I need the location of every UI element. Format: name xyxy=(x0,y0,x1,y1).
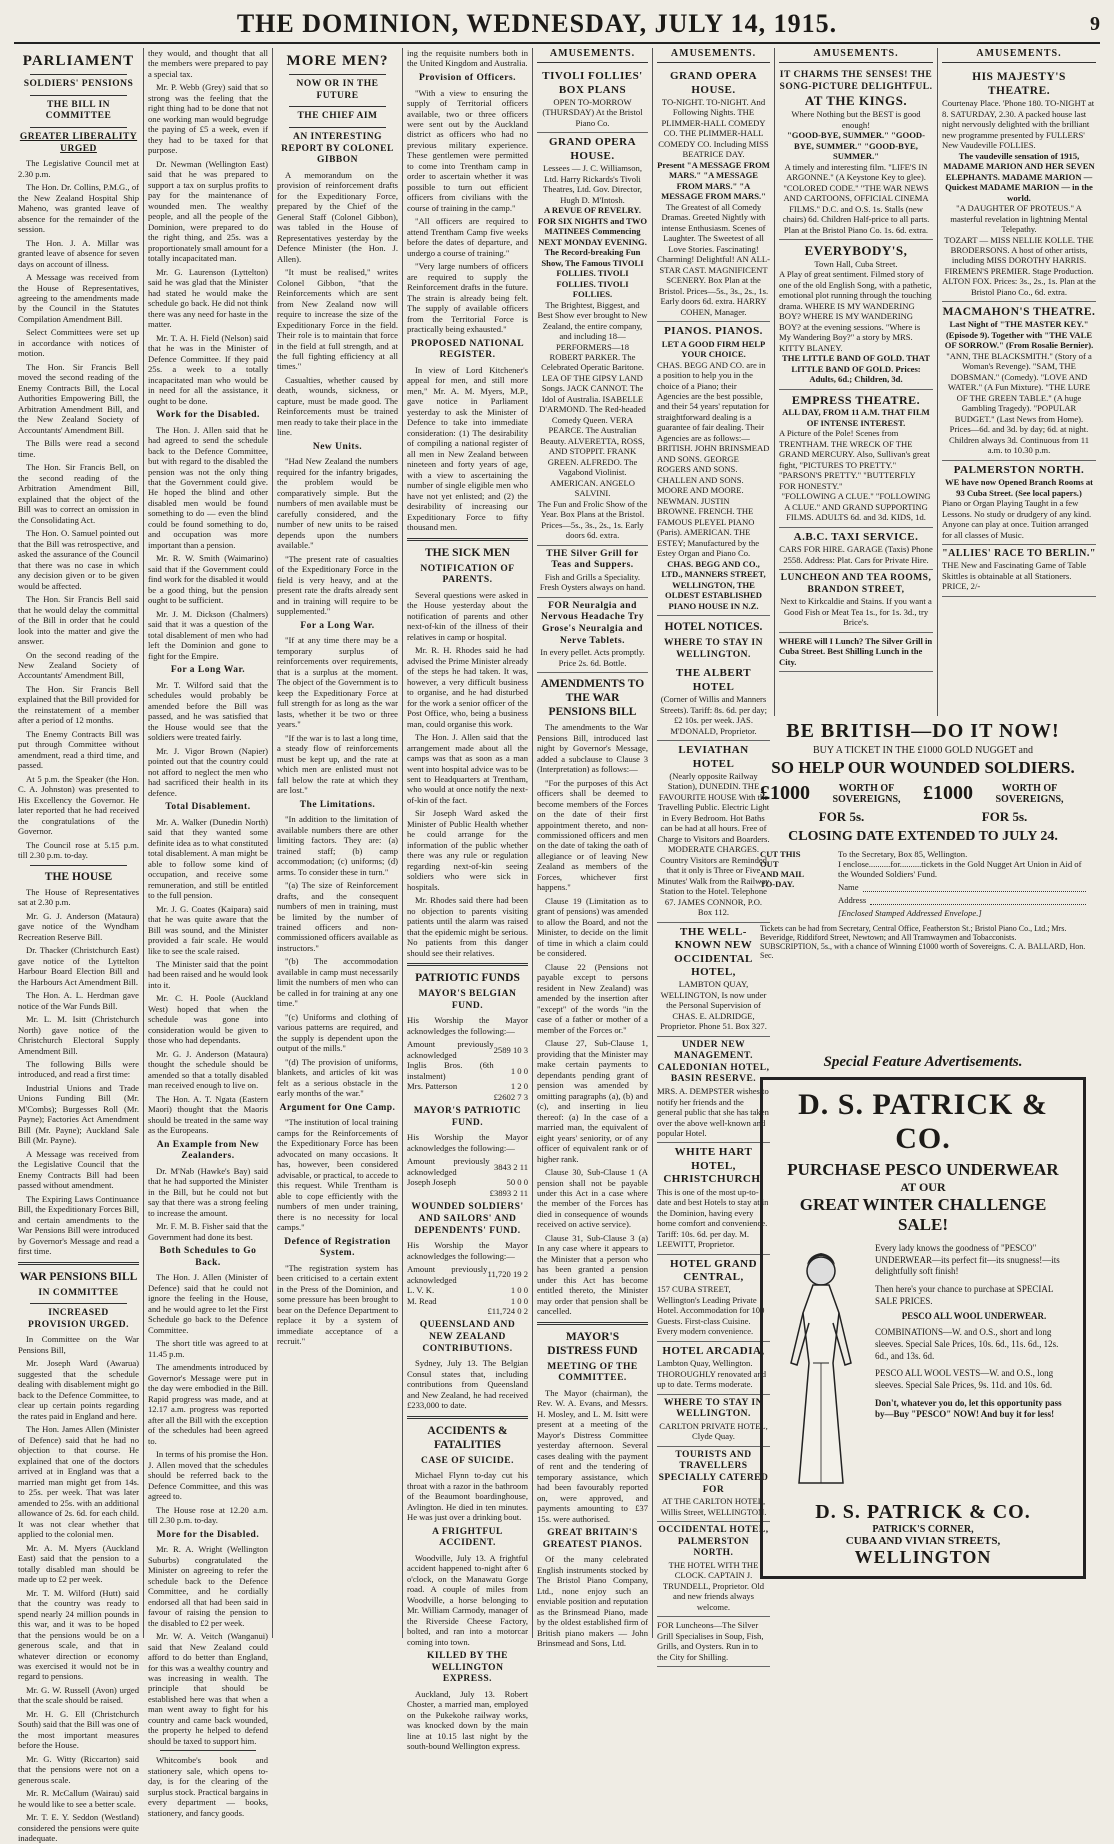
article-paragraph: The short title was agreed to at 11.45 p.m. xyxy=(148,1338,268,1359)
article-paragraph: A Message was received from the House of Representatives, agreeing to the amendments made by the Council in the Statutes Compilation Amendment Bill. xyxy=(18,272,139,324)
article-paragraph: Select Committees were set up in accordance with notices of motion. xyxy=(18,327,139,359)
article-paragraph: "(d) The provision of uniforms, blankets, and articles of kit was felt as a serious obstacle in the early months of the war." xyxy=(277,1056,398,1099)
article-paragraph: Mr. T. E. Y. Seddon (Westland) considered the pensions were quite inadequate. xyxy=(18,1812,139,1844)
sick-men-heading: THE SICK MEN xyxy=(425,546,510,559)
fund-heading: QUEENSLAND AND NEW ZEALAND CONTRIBUTIONS. xyxy=(419,1320,516,1354)
advertisement: PALMERSTON NORTH. WE have now Opened Branch Rooms at 93 Cuba Street. (See local papers.) Piano or Organ Playing Taught in a few Lessons. No study or drudgery of any kind. Anyone can play at once. Tuition arranged for all classes of Music. xyxy=(942,461,1096,545)
fund-heading: MAYOR'S PATRIOTIC FUND. xyxy=(413,1106,522,1128)
article-paragraph: The amendments introduced by Governor's Message were put in the day were embodied in the Bill. Rapid progress was made, and at 12.17 a.m. progress was reported after all the Bill with the exception of the schedules had been agreed to. xyxy=(148,1362,268,1446)
special-feature-heading: Special Feature Advertisements. xyxy=(823,1054,1023,1070)
article-paragraph: Mr. J. G. Coates (Kaipara) said that he was quite aware that the Bill was sound, and the Minister provided a fair scale. He would like to see the scale raised. xyxy=(148,903,268,956)
article-paragraph: Mr. G. Witty (Riccarton) said that the pensions were not on a generous scale. xyxy=(18,1753,139,1785)
table-row: Amount previously acknowledged 2589 10 3 xyxy=(407,1039,528,1060)
article-paragraph: Woodville, July 13. A frightful accident happened to-night after 6 o'clock, on the Manawatu Gorge road. A couple of miles from Woodville, a horse belonging to Mr. William Carmody, manager of the Riverside Cheese Factory, bolted, and ran into a motorcar coming into town. xyxy=(407,1552,528,1647)
form-enclosure-line[interactable]: I enclose..........for..........tickets in the Gold Nugget Art Union in Aid of the Wounded Soldiers' Fund. xyxy=(838,859,1082,879)
advertisement: HIS MAJESTY'S THEATRE. Courtenay Place. 'Phone 180. TO-NIGHT at 8. SATURDAY, 2.30. A packed house last night nervously delighted with the brilliant new programme presented by FULLERS' New Vaudeville FOLLIES. The vaudeville sensation of 1915, MADAME MARION AND HER SEVEN ELEPHANTS. MADAME MARION — Quickest MADAME MARION — in the world. "A DAUGHTER OF PROTEUS." A masterful revelation in lightning Mental Telepathy. TOZART — MISS NELLIE KOLLE. THE BRODERSONS. A host of other artists, including MISS DOROTHY HARRIS. FIREMEN'S PREMIER. Stage Production. ALTON FOX. Prices: 3s., 2s., 1s. Plan at the Bristol Piano Co., 6d. extra. xyxy=(942,67,1096,302)
article-paragraph: "(a) The size of Reinforcement drafts, and the consequent numbers of men in training, must be limited by the number of trained officers and non-commissioned officers available as instructors." xyxy=(277,880,398,953)
article-paragraph: The Hon. A. T. Ngata (Eastern Maori) thought that the Maoris should be treated in the same way as the Europeans. xyxy=(148,1093,268,1136)
name-field[interactable] xyxy=(863,882,1086,892)
gold-nugget-advertisement xyxy=(760,716,1086,960)
coupon-form: CUT THIS OUT AND MAIL TO-DAY. To the Secretary, Box 85, Wellington. I enclose..........for..........tickets in the Gold Nugget Art Union in Aid of the Wounded Soldiers' Fund. Name Address [Enclosed Stamped Addressed Envelope.] xyxy=(760,849,1086,918)
subhead: Both Schedules to Go Back. xyxy=(159,1246,257,1268)
sovereigns-line: £1000 WORTH OF SOVEREIGNS, £1000 WORTH OF SOVEREIGNS, xyxy=(760,782,1064,805)
article-paragraph: "The present rate of casualties of the Expeditionary Force in the field is very heavy, and at the present rate the drafts already sent and in training will require to be supplemented." xyxy=(277,553,398,617)
article-paragraph: Clause 27, Sub-Clause 1, providing that the Minister may make certain payments to dependants pending grant of pension was amended by omitting paragraphs (a), (b) and (c), and inserting in lieu thereof: (a) In the case of a married man, the equivalent of eight years' seniority, or of any officer of equivalent rank or of higher rank. xyxy=(537,1038,648,1164)
column-7 xyxy=(774,48,937,716)
article-paragraph: Mr. G. W. Russell (Avon) urged that the scale should be raised. xyxy=(18,1684,139,1706)
article-paragraph: Mr. H. G. Ell (Christchurch South) said that the Bill was one of the most important measures before the House. xyxy=(18,1708,140,1751)
subhead: New Units. xyxy=(312,441,363,452)
subhead: Defence of Registration System. xyxy=(284,1236,391,1259)
article-paragraph: Mr. T. A. H. Field (Nelson) said that he was in the Minister of Defence Committee. If they paid 25s. a week to a totally incapacitated man who would be in need for all the assistance, it ought to be done. xyxy=(148,332,268,406)
fund-intro: His Worship the Mayor acknowledges the following:— xyxy=(407,1015,528,1036)
article-paragraph: Mr. J. M. Dickson (Chalmers) said that it was a question of the total disablement of men who had left the Dominion and gone to fight for the Empire. xyxy=(148,608,268,661)
tickets-info: Tickets can be had from Secretary, Central Office, Featherston St.; Bristol Piano Co., Ltd.; Mrs. Beveridge, Riddiford Street, Newtown; and All Tramwaymen and Tobacconists. xyxy=(760,924,1067,942)
article-paragraph: Clause 30, Sub-Clause 1 (A pension shall not be payable under this Act in a case where the member of the Forces has died in consequence of wounds received on active service). xyxy=(537,1167,648,1230)
article-paragraph: In view of Lord Kitchener's appeal for men, and still more men," Mr. A. M. Myers, M.P., gave notice in Parliament yesterday to ask the Minister of Defence to take into immediate consideration: (1) The desirability of compiling a national register of all men in New Zealand between nineteen and forty years of age, with a view to ascertaining the number of single eligible men who have not yet enlisted; and (2) the desirability of increasing our Expeditionary Force to fifty thousand men. xyxy=(407,364,528,533)
article-paragraph: Whitcombe's book and stationery sale, which opens to-day, is for the clearing of the surplus stock. Practical bargains in every department — books, stationery, and fancy goods. xyxy=(148,1755,268,1818)
article-paragraph: Mr. Rhodes said there had been no objection to parents visiting patients until the alarm was raised that the epidemic might be serious. No patients from this danger should see their relatives. xyxy=(407,895,528,958)
patriotic-fund-table xyxy=(407,1156,528,1198)
article-paragraph: The Hon. J. Allen (Minister of Defence) said that he could not ignore the feeling in the House, and he would agree to let the First Schedule go back to the Defence Committee. xyxy=(148,1272,268,1335)
article-paragraph: Mr. J. Vigor Brown (Napier) pointed out that the country could not afford to neglect the men who had sacrificed their health in its defence. xyxy=(148,745,268,798)
hotel-ad: WHITE HART HOTEL, CHRISTCHURCH. This is one of the most up-to-date and best Hotels to stay at in the Dominion, having every home comfort and convenience. Tariff: 10s. 6d. per day. M. LEEWITT, Proprietor. xyxy=(657,1143,770,1254)
table-row: £11,724 0 2 xyxy=(487,1305,528,1316)
article-paragraph: ing the requisite numbers both in the United Kingdom and Australia. xyxy=(407,48,528,69)
advertiser-city: WELLINGTON xyxy=(854,1547,992,1567)
wounded-fund-table xyxy=(407,1264,528,1316)
article-paragraph: Mr. W. A. Veitch (Wanganui) said that New Zealand could afford to do better than England, for this was a wealthy country and was increasing in wealth. The principle that should be established here was that when a man went away to fight for his country and came back wounded, the property he helped to defend should be taxed to support him. xyxy=(148,1631,268,1746)
advertisement: EVERYBODY'S, Town Hall, Cuba Street. A Play of great sentiment. Filmed story of one of the old English Song, with a pathetic, emotional plot running through the touching drama. WHERE IS MY WANDERING BOY? WHERE IS MY WANDERING BOY? at the evening sessions. "Where is My Wandering Boy?" a story by MRS. KITTY BLANEY. THE LITTLE BAND OF GOLD. THAT LITTLE BAND OF GOLD. Prices: Adults, 6d.; Children, 3d. xyxy=(779,240,933,390)
article-paragraph: "(c) Uniforms and clothing of various patterns are required, and the supply is dependent upon the output of the mills." xyxy=(277,1011,398,1054)
address-field[interactable] xyxy=(870,895,1086,905)
special-feature-section xyxy=(760,1054,1086,1579)
fund-heading: MAYOR'S BELGIAN FUND. xyxy=(418,989,517,1011)
article-paragraph: The Hon. Sir Francis Bell said that he would delay the committal of the Bill in order that he could look into the matter and give the answer. xyxy=(18,594,139,647)
hotel-ad: WHERE TO STAY IN WELLINGTON. CARLTON PRIVATE HOTEL, Clyde Quay. xyxy=(657,1395,770,1447)
table-row: Joseph Joseph 50 0 0 xyxy=(407,1177,528,1188)
article-paragraph: The Hon. J. Allen said that the arrangement made about all the camps was that as soon as a man went into hospital advice was to be sent to Headquarters at Trentham, who would at once notify the next-of-kin of the fact. xyxy=(407,732,528,805)
hotel-ad: LEVIATHAN HOTEL (Nearly opposite Railway Station), DUNEDIN. THE FAVOURITE HOUSE With the Travelling Public. Electric Light in Every Bedroom. Hot Baths can be had at all hours. Free of Charge to Visitors and Boarders. MODERATE CHARGES. Country Visitors are Reminded that it only is Three or Five Minutes' Walk from the Railway Station to the Hotel. Telephone 67. JAMES CONNOR, P.O. Box 112. xyxy=(657,741,770,923)
masthead xyxy=(14,6,1100,44)
column-3 xyxy=(272,48,402,1638)
ad-body-text: Then here's your chance to purchase at SPECIAL SALE PRICES. xyxy=(875,1284,1053,1306)
subhead: PROPOSED NATIONAL REGISTER. xyxy=(410,338,525,361)
article-paragraph: Dr. Newman (Wellington East) said that he was prepared to support a tax on surplus profits to pay for the maintenance of wounded men. The wealthy people, and all the people of the Dominion, were prepared to do the right thing, and 25s. was a proportionately small amount for a totally incapacitated man. xyxy=(148,158,268,264)
article-paragraph: The Hon. Dr. Collins, P.M.G., of the New Zealand Hospital Ship Maheno, was granted leave of absence for the remainder of the session. xyxy=(18,182,139,235)
article-paragraph: Sir Joseph Ward asked the Minister of Public Health whether he could arrange for the information of the public whether there was any rule or regulation regarding next-of-kin seeing soldiers who were sick in hospitals. xyxy=(407,808,528,892)
subhead: The Limitations. xyxy=(299,799,376,810)
ad-tagline: AT OUR xyxy=(900,1180,946,1194)
article-paragraph: A memorandum on the provision of reinforcement drafts for the Expeditionary Force, prepared by the Chief of the General Staff (Colonel Gibbon), was tabled in the House of Representatives yesterday by the Defence Minister (the Hon. J. Allen). xyxy=(277,169,398,264)
article-paragraph: In Committee on the War Pensions Bill, xyxy=(18,1334,139,1355)
buy-ticket-line: BUY A TICKET IN THE £1000 GOLD NUGGET and xyxy=(813,745,1033,756)
column-4 xyxy=(402,48,532,1752)
fund-intro: His Worship the Mayor acknowledges the following:— xyxy=(407,1240,528,1261)
advertisement: GRAND OPERA HOUSE. Lessees — J. C. Williamson, Ltd. Harry Rickards's Tivoli Theatres, Ltd. Gov. Director, Hugh D. M'Intosh. A REVUE OF REVELRY. FOR SIX NIGHTS and TWO MATINEES Commencing NEXT MONDAY EVENING. The Record-breaking Fun Show, The Famous TIVOLI FOLLIES. TIVOLI FOLLIES. TIVOLI FOLLIES. The Brightest, Biggest, and Best Show ever brought to New Zealand, the entire company, and including 18—PERFORMERS—18 ROBERT PARKER. The Celebrated Operatic Baritone. LEA OF THE GIPSY LAND Songs. JACK CANNOT. The Idol of Australia. ISABELLE D'ARMOND. The Red-headed Comedy Queen. VERA PEARCE. The Australian Beauty. ALVERETTA, ROSS, AND STOPPIT. FRANK GREEN. ALFREDO. The Vagabond Violinist. AMERICAN. ANGELO SALVINI. The Fun and Frolic Show of the Year. Box Plans at the Bristol. Prices—5s., 3s., 2s., 1s. Early doors 6d. extra. xyxy=(537,133,648,545)
article-paragraph: Mr. R. H. Rhodes said he had advised the Prime Minister already of the steps he had taken. It was, however, a very difficult business to organise, and he had disturbed for the work a senior officer of the Post Office, who, being a business man, could organise this work. xyxy=(407,645,528,729)
article-paragraph: Mr. P. Webb (Grey) said that so strong was the feeling that the right thing had to be done that not one working man would begrudge the paying of £5 a week, even if they had to be taxed for that purpose. xyxy=(148,82,268,156)
advertiser-name: D. S. PATRICK & CO. xyxy=(798,1088,1048,1155)
table-row: M. Read 1 0 0 xyxy=(407,1295,528,1306)
lady-illustration-icon xyxy=(773,1243,869,1493)
advertisement: TIVOLI FOLLIES' BOX PLANS OPEN TO-MORROW (THURSDAY) At the Bristol Piano Co. xyxy=(537,67,648,133)
advertiser-address: PATRICK'S CORNER, xyxy=(872,1524,974,1535)
colonel-gibbon-subhead: AN INTERESTING REPORT BY COLONEL GIBBON xyxy=(281,132,394,166)
article-paragraph: The Hon. J. Allen said that he had agreed to send the schedule back to the Defence Committee, but with regard to the disabled the pension was not the only thing that the Government could give. He hoped the blind and other disabled men would be found something to do — even the blind could be found something to do, and occupation was more important than a pension. xyxy=(148,424,268,550)
article-paragraph: Mr. T. Wilford said that the schedules would probably be amended before the Bill was passed, and he was satisfied that the House would see that the soldiers were treated fairly. xyxy=(148,679,268,743)
advertisement: EMPRESS THEATRE. ALL DAY, FROM 11 A.M. THAT FILM OF INTENSE INTEREST. A Picture of the Pole! Scenes from TRENTHAM. THE WRECK OF THE GRAND MERCURY. Also, Sullivan's great fight, "PICTURES TO PRETTY." "PARSON'S PRETTY." "BUTTERFLY FOR HONESTY." "FOLLOWING A CLUE." "FOLLOWING A CLUE." AND GRAND SUPPORTING FILMS. ADULTS 6d. and 3d. KIDS, 1d. xyxy=(779,390,933,528)
parliament-heading: PARLIAMENT xyxy=(22,53,135,69)
hotel-notices-heading: HOTEL NOTICES. xyxy=(664,621,763,634)
cut-out-label: CUT THIS OUT AND MAIL TO-DAY. xyxy=(760,849,805,889)
article-paragraph: Mr. A. Walker (Dunedin North) said that they wanted some definite idea as to what constituted total disablement. A man might be able to follow some kind of occupation, and receive some remuneration, and still be entitled to the full pension. xyxy=(148,816,268,901)
article-paragraph: "In addition to the limitation of available numbers there are other limiting factors. They are: (a) trained staff; (b) camp accommodation; (c) uniforms; (d) arms. To consider these in turn." xyxy=(277,814,398,877)
increased-provision-subhead: INCREASED PROVISION URGED. xyxy=(28,1308,129,1330)
article-paragraph: Sydney, July 13. The Belgian Consul states that, including contributions from Queensland and New Zealand, he had received £233,000 to date. xyxy=(407,1358,528,1411)
article-paragraph: Mr. T. M. Wilford (Hutt) said that the country was ready to spend nearly 24 million pounds in this war, and it was to be hoped that the pensions would be on a generous scale, and that in whatever direction or economy was exercised it would not be in regard to pensions. xyxy=(18,1587,139,1682)
war-pensions-bill-heading: WAR PENSIONS BILL xyxy=(19,1270,138,1283)
article-paragraph: Mr. R. McCallum (Wairau) said he would like to see a better scale. xyxy=(18,1788,139,1809)
closing-date-line: CLOSING DATE EXTENDED TO JULY 24. xyxy=(788,829,1058,844)
page-number: 9 xyxy=(1090,12,1100,35)
hotel-ad: OCCIDENTAL HOTEL, PALMERSTON NORTH. THE HOTEL WITH THE CLOCK. CAPTAIN J. TRUNDELL, Proprietor. Old and new friends always welcome. xyxy=(657,1522,770,1617)
advertiser-name: D. S. PATRICK & CO. xyxy=(815,1501,1031,1523)
subhead: For a Long War. xyxy=(170,665,246,676)
column-8 xyxy=(937,48,1100,716)
accidents-heading: ACCIDENTS & FATALITIES xyxy=(427,1424,508,1451)
ad-body-text: Every lady knows the goodness of "PESCO" UNDERWEAR—its perfect fit—its snugness!—its delightfully soft finish! xyxy=(875,1243,1060,1277)
article-paragraph: The House rose at 12.20 a.m. till 2.30 p.m. to-day. xyxy=(148,1504,268,1526)
table-row: £3893 2 11 xyxy=(489,1187,528,1198)
subhead: KILLED BY THE WELLINGTON EXPRESS. xyxy=(427,1651,508,1685)
article-paragraph: Michael Flynn to-day cut his throat with a razor in the bathroom of the Beaumont boardinghouse, Avlington. He died in ten minutes. He was just over a drinking bout. xyxy=(407,1470,528,1523)
masthead-title: THE DOMINION, WEDNESDAY, JULY 14, 1915. xyxy=(236,9,838,38)
advertisement: GRAND OPERA HOUSE. TO-NIGHT. TO-NIGHT. And Following Nights. THE PLIMMER-HALL COMEDY CO. THE PLIMMER-HALL COMEDY CO. Including MISS BEATRICE DAY. Present "A MESSAGE FROM MARS." "A MESSAGE FROM MARS." "A MESSAGE FROM MARS." The Greatest of all Comedy Dramas. Greeted Nightly with intense Enthusiasm. Scenes of Laughter. The Sweetest of all Love Stories. Fascinating! Charming! Delightful! AN ALL-STAR CAST. MAGNIFICENT SCENERY. Box Plan at the Bristol. Prices—5s., 3s., 2s., 1s. Early doors 6d. extra. HARRY COHEN, Manager. xyxy=(657,67,770,322)
advertisement: WHERE will I Lunch? The Silver Grill in Cuba Street. Best Shilling Lunch in the City. xyxy=(779,633,933,672)
ds-patrick-advertisement xyxy=(760,1077,1086,1579)
article-paragraph: On the second reading of the New Zealand Society of Accountants' Amendment Bill, xyxy=(18,649,139,681)
greater-liberality-subhead: GREATER LIBERALITY URGED xyxy=(19,132,138,154)
help-soldiers-line: SO HELP OUR WOUNDED SOLDIERS. xyxy=(771,758,1075,777)
bill-committee-subhead: THE BILL IN COMMITTEE xyxy=(45,99,112,122)
subhead: WHERE TO STAY IN WELLINGTON. xyxy=(664,638,763,660)
article-paragraph: Clause 22 (Pensions not payable except to persons resident in New Zealand) was amended by the insertion after "except" of the words "in the case of a father or mother of a member of the Forces or." xyxy=(537,961,648,1035)
article-paragraph: Mr. F. M. B. Fisher said that the Government had done its best. xyxy=(148,1221,268,1242)
article-paragraph: "(b) The accommodation available in camp must necessarily limit the numbers of men who can be called in for training at any one time." xyxy=(277,956,398,1009)
advertisement: FOR Neuralgia and Nervous Headache Try Grose's Neuralgia and Nerve Tablets. In every pellet. Acts promptly. Price 2s. 6d. Bottle. xyxy=(537,598,648,673)
soldiers-pensions-subhead: SOLDIERS' PENSIONS xyxy=(23,79,134,90)
article-paragraph: At 5 p.m. the Speaker (the Hon. C. A. Johnston) was presented to His Excellency the Governor. He later reported that he had received the congratulations of the Governor. xyxy=(18,773,139,837)
hotel-ad: HOTEL GRAND CENTRAL, 157 CUBA STREET, Wellington's Leading Private Hotel. Accommodation for 100 Guests. First-class Cuisine. Every modern convenience. xyxy=(657,1255,770,1342)
article-paragraph: Mr. A. M. Myers (Auckland East) said that the pension to a totally disabled man should be made up to £2 per week. xyxy=(18,1542,139,1585)
hotel-ad: THE WELL-KNOWN NEW OCCIDENTAL HOTEL, LAMBTON QUAY, WELLINGTON, Is now under the Personal Supervision of CHAS. E. ALDRIDGE, Proprietor. Phone 51. Box 327. xyxy=(657,923,770,1037)
article-paragraph: "The institution of local training camps for the Reinforcements of the Expeditionary Force has been advocated on many occasions. It has, however, been considered advisable, or practical, to accede to this request. While Trentham is able to cope efficiently with the numbers of men under training, there is no necessity for local camps." xyxy=(277,1117,398,1233)
column-1 xyxy=(14,48,143,1844)
article-paragraph: Mr. G. Laurenson (Lyttelton) said he was glad that the Minister had stated he would make the schedule go back. He did not think there was any need for haste in the matter. xyxy=(148,266,268,330)
table-row: Mrs. Patterson 1 2 0 xyxy=(407,1081,528,1092)
distress-fund-heading: MAYOR'S DISTRESS FUND xyxy=(547,1330,638,1357)
advertisement: A.B.C. TAXI SERVICE. CARS FOR HIRE. GARAGE (Taxis) Phone 2558. Address: Plat. Cars for Private Hire. xyxy=(779,528,933,570)
hotel-ad: UNDER NEW MANAGEMENT. CALEDONIAN HOTEL, BASIN RESERVE. MRS. A. DEMPSTER wishes to notify her friends and the general public that she has taken over the above well-known and popular Hotel. xyxy=(657,1037,770,1144)
patriotic-funds-heading: PATRIOTIC FUNDS xyxy=(415,972,520,985)
article-paragraph: Auckland, July 13. Robert Choster, a married man, employed on the Pukekohe railway works, was knocked down by the main line at 10.15 last night by the south-bound Wellington express. xyxy=(407,1688,528,1752)
now-or-future-subhead: NOW OR IN THE FUTURE xyxy=(296,79,379,101)
subhead: For a Long War. xyxy=(300,620,375,631)
article-paragraph: The Hon. Sir Francis Bell, on the second reading of the Arbitration Amendment Bill, explained that the object of the Bill was to correct an omission in the Consolidating Act. xyxy=(18,462,139,525)
article-paragraph: The Hon. Sir Francis Bell moved the second reading of the Enemy Contracts Bill, the Local Authorities Empowering Bill, the Arbitration Amendment Bill, and the New Zealand Society of Accountants' Amendment Bill. xyxy=(18,361,139,435)
article-paragraph: A Message was received from the Legislative Council that the Enemy Contracts Bill had been passed without amendment. xyxy=(18,1148,139,1191)
article-paragraph: Mr. R. W. Smith (Waimarino) said that if the Government could find work for the disabled it would be a good thing, but the pension ought to be sufficient. xyxy=(148,553,268,606)
article-paragraph: The Mayor (chairman), the Rev. W. A. Evans, and Messrs. H. Mosley, and L. M. Isitt were present at a meeting of the Mayor's Distress Committee yesterday afternoon. Several cases dealing with the payment of rent and the tendering of temporary assistance, which had been favourably reported on, were approved, and payments amounting to £37 15s. were authorised. xyxy=(537,1387,648,1524)
advertisement: THE Silver Grill for Teas and Suppers. Fish and Grills a Speciality. Fresh Oysters always on hand. xyxy=(537,546,648,598)
amusements-header: AMUSEMENTS. xyxy=(942,48,1096,63)
article-paragraph: Mr. R. A. Wright (Wellington Suburbs) congratulated the Minister on agreeing to refer the schedule back to the Defence Committee, and he cordially endorsed all that had been said in favour of raising the pension to the disabled to £2 per week. xyxy=(148,1544,268,1628)
ad-tagline: GREAT WINTER CHALLENGE SALE! xyxy=(799,1195,1047,1234)
ad-body-text: Don't, whatever you do, let this opportunity pass by—Buy "PESCO" NOW! And buy it for less! xyxy=(875,1397,1062,1420)
subhead: Work for the Disabled. xyxy=(156,409,260,420)
subhead: GREAT BRITAIN'S GREATEST PIANOS. xyxy=(542,1528,643,1550)
article-paragraph: The amendments to the War Pensions Bill, introduced last night by Governor's Message, added a subclause to Clause 3 (Interpretation) as follows:— xyxy=(537,722,648,775)
article-paragraph: The Hon. O. Samuel pointed out that the Bill was retrospective, and asked the assurance of the Council that there was no case in which any decision given or to be given would be affected. xyxy=(18,528,139,591)
article-paragraph: "All officers are required to attend Trentham Camp five weeks before the dates of departure, and undergo a course of training." xyxy=(407,216,528,258)
article-paragraph: The Hon. James Allen (Minister of Defence) said that he had no objection to that course. He explained that one of the doctors arrived at in England was that a married man might get from 14s. to 25s. per week. That was later amended to 25s. with an additional allowance of 2s. 6d. for each child. It was not clear whether that applied to the colonial men. xyxy=(18,1424,139,1540)
article-paragraph: In terms of his promise the Hon. J. Allen moved that the schedules should be referred back to the Defence Committee, and this was agreed to. xyxy=(148,1449,268,1502)
article-paragraph: Mr. G. J. Anderson (Mataura) thought the schedule should be amended so that a totally disabled man received enough to live on. xyxy=(148,1048,268,1091)
article-paragraph: The House of Representatives sat at 2.30 p.m. xyxy=(18,886,139,908)
chief-aim-subhead: THE CHIEF AIM xyxy=(297,111,378,122)
article-paragraph: Industrial Unions and Trade Unions Funding Bill (Mr. M'Combs); Burgesses Roll (Mr. Payne); Factories Act Amendment Bill (Mr. Payne); Auckland Sale Bill (Mr. Payne). xyxy=(18,1082,139,1146)
subhead: More for the Disabled. xyxy=(156,1529,260,1540)
article-paragraph: Dr. M'Nab (Hawke's Bay) said that he had supported the Minister in the Bill, but he could not but say that there was a strong feeling to increase the amount. xyxy=(148,1165,268,1218)
hotel-ad: HOTEL ARCADIA, Lambton Quay, Wellington. THOROUGHLY renovated and up to date. Terms moderate. xyxy=(657,1342,770,1395)
subhead: Total Disablement. xyxy=(165,802,251,813)
article-paragraph: "If at any time there may be a temporary surplus of reinforcements over requirements, that is a surplus at the moment. The object of the Government is to keep the Expeditionary Force at full strength for as long as the war lasts, whether it be two or three years." xyxy=(277,635,398,730)
table-row: Inglis Bros. (6th instalment) 1 0 0 xyxy=(407,1060,528,1081)
article-paragraph: Dr. Thacker (Christchurch East) gave notice of the Lyttelton Harbour Board Election Bill and the Harbours Act Amendment Bill. xyxy=(18,945,139,987)
hotel-ad: TOURISTS AND TRAVELLERS SPECIALLY CATERED FOR AT THE CARLTON HOTEL, Willis Street, WELLINGTON. xyxy=(657,1447,770,1522)
advertisement: PIANOS. PIANOS. LET A GOOD FIRM HELP YOUR CHOICE. CHAS. BEGG AND CO. are in a position to help you in the choice of a Piano; their Agencies are the best possible, and their 54 years' reputation for straightforward dealing is a guarantee of fair dealing. Their Agencies are as follows:— BRITISH. JOHN BRINSMEAD AND SONS. GEORGE ROGERS AND SONS. CHALLEN AND SONS. MOORE AND MOORE. NEWMAN. JUSTIN BROWNE. FRENCH. THE FAMOUS PLEYEL PIANO (Paris). AMERICAN. THE ESTEY; Manufactured by the Estey Organ and Piano Co. CHAS. BEGG AND CO., LTD., MANNERS STREET, WELLINGTON, THE OLDEST ESTABLISHED PIANO HOUSE IN N.Z. xyxy=(657,322,770,616)
price-line: FOR 5s. FOR 5s. xyxy=(818,809,1028,824)
fund-heading: WOUNDED SOLDIERS' AND SAILORS' AND DEPENDENTS' FUND. xyxy=(411,1202,524,1236)
article-paragraph: The Hon. J. A. Millar was granted leave of absence for seven days on account of illness. xyxy=(18,237,139,269)
column-6 xyxy=(652,48,774,1662)
article-paragraph: The Hon. A. L. Herdman gave notice of the War Funds Bill. xyxy=(18,990,139,1011)
advertisement: LUNCHEON AND TEA ROOMS, BRANDON STREET, Next to Kirkcaldie and Stains. If you want a Good Fish or Meat Tea 1s., for 1s. 3d., try Brice's. xyxy=(779,570,933,633)
belgian-fund-table xyxy=(407,1039,528,1102)
column-2 xyxy=(143,48,272,1818)
article-paragraph: Several questions were asked in the House yesterday about the notification of parents and other next-of-kin of the illness of their relatives in camp or hospital. xyxy=(407,589,528,642)
article-paragraph: "Had New Zealand the numbers required for the infantry brigades, the problem would be comparatively simple. But the numbers of men available must be carefully considered, and the number of new units to be raised depends upon the numbers available." xyxy=(277,456,398,551)
subhead: An Example from New Zealanders. xyxy=(156,1139,260,1162)
advertisement: IT CHARMS THE SENSES! THE SONG-PICTURE DELIGHTFUL. AT THE KINGS. Where Nothing but the BEST is good enough! "GOOD-BYE, SUMMER." "GOOD-BYE, SUMMER." "GOOD-BYE, SUMMER." A timely and interesting film. "LIFE'S IN ARGONNE." (A Keystone Key to glee). "COLORED CODE." "THE WAR NEWS AND CARTOONS, OFFICIAL CINEMA FILMS." D.C. and O.S. 1s. Stalls (new chairs) 6d. Children Half-price to all parts. Plan at the Bristol Piano Co. 1s. 6d. extra. xyxy=(779,67,933,240)
amusements-header: AMUSEMENTS. xyxy=(779,48,933,63)
article-paragraph: "The registration system has been criticised to a certain extent in the Press of the Dominion, and some pressure has been brought to bear on the Defence Department to replace it by a system of immediate acceptance of a recruit." xyxy=(277,1262,398,1347)
table-row: Amount previously acknowledged 3843 2 11 xyxy=(407,1156,528,1177)
ad-body-text: COMBINATIONS—W. and O.S., short and long sleeves. Special Sale Prices, 10s. 6d., 11s. 6d., 12s. 6d., and 13s. 6d. xyxy=(875,1327,1059,1361)
subscription-info: SUBSCRIPTION, 5s., with a chance of Winning £1000 worth of Sovereigns. C. A. BALLARD, Hon. Sec. xyxy=(760,942,1086,960)
subhead: Argument for One Camp. xyxy=(279,1102,396,1113)
amusements-header: AMUSEMENTS. xyxy=(657,48,770,63)
subhead: A FRIGHTFUL ACCIDENT. xyxy=(432,1526,503,1549)
article-paragraph: The Minister said that the point had been raised and he would look into it. xyxy=(148,959,268,990)
article-paragraph: Casualties, whether caused by death, wounds, sickness, or capture, must be made good. The Reinforcements must be trained men ready to take their place in the line. xyxy=(277,374,398,438)
article-paragraph: Of the many celebrated English instruments stocked by The Bristol Piano Company, Ltd., none enjoy such an enviable position and reputation as the Brinsmead Piano, made by the oldest established firm of British piano makers — John Brinsmead and Sons, Ltd. xyxy=(537,1554,648,1649)
article-paragraph: Mr. G. J. Anderson (Mataura) gave notice of the Wyndham Recreation Reserve Bill. xyxy=(18,910,139,942)
article-paragraph: "For the purposes of this Act officers shall be deemed to become members of the Forces on the date of their first appointment thereto, and non-commissioned officers and men on the date of taking the oath of allegiance or of leaving New Zealand as members of the Forces, whichever first happens." xyxy=(537,777,648,893)
article-paragraph: The Hon. Sir Francis Bell explained that the Bill provided for the reinstatement of a member after a period of 12 months. xyxy=(18,683,139,726)
article-paragraph: "It must be realised," writes Colonel Gibbon, "that the Reinforcements which are sent from New Zealand now will require to increase the size of the Expeditionary Force in the field. Their role is to maintain that force in the field at full strength, and at the full fighting efficiency at all times." xyxy=(277,267,398,372)
article-paragraph: The following Bills were introduced, and read a first time: xyxy=(18,1058,139,1080)
article-paragraph: "With a view to ensuring the supply of Territorial officers available, two or three officers were sent out by the Auckland district as officers who had no previous military experience. These gentlemen were permitted to come into Trentham camp in order to ascertain whether it was possible to turn out efficient officers from civilians with the course of training in the camp." xyxy=(407,87,528,213)
table-row: £2602 7 3 xyxy=(493,1091,528,1102)
article-paragraph: The Enemy Contracts Bill was put through Committee without amendment, read a third time, and passed. xyxy=(18,728,139,771)
subhead: CASE OF SUICIDE. xyxy=(421,1455,514,1466)
advertisement: FOR Luncheons—The Silver Grill Specialises in Soup, Fish, Grills, and Oysters. Run in to the City for Shilling. xyxy=(657,1617,770,1667)
article-paragraph: Clause 31, Sub-Clause 3 (a) In any case where it appears to the Minister that a person who has been granted a pension under this Act has become entitled thereto, the Minister may order that pension shall be cancelled. xyxy=(537,1232,648,1317)
advertiser-address: CUBA AND VIVIAN STREETS, xyxy=(845,1535,1001,1547)
ad-body-text: PESCO ALL WOOL VESTS—W. and O.S., long sleeves. Special Sale Prices, 9s. 11d. and 10s. 6d. xyxy=(875,1368,1054,1390)
article-paragraph: The Bills were read a second time. xyxy=(18,438,139,459)
be-british-headline: BE BRITISH—DO IT NOW! xyxy=(786,720,1060,742)
article-paragraph: Mr. C. H. Poole (Auckland West) hoped that when the schedule was gone into consideration would be given to those who had dependants. xyxy=(148,993,268,1046)
fund-intro: His Worship the Mayor acknowledges the following:— xyxy=(407,1132,528,1153)
article-paragraph: Clause 19 (Limitation as to grant of pensions) was amended to allow the Board, and not the Minister, to decide on the limit of time in which a claim could be considered. xyxy=(537,895,648,959)
article-paragraph: they would, and thought that all the members were prepared to pay a special tax. xyxy=(148,48,268,79)
the-house-heading: THE HOUSE xyxy=(44,870,113,883)
column-5 xyxy=(532,48,652,1649)
in-committee-subhead: IN COMMITTEE xyxy=(38,1287,119,1298)
article-paragraph: "Very large numbers of officers are required to supply the Reinforcement drafts in the future. The strain is already being felt. The supply of available officers from the Territorial Force is practically being exhausted." xyxy=(407,261,528,335)
amendments-heading: AMENDMENTS TO THE WAR PENSIONS BILL xyxy=(540,678,645,719)
notification-subhead: NOTIFICATION OF PARENTS. xyxy=(420,563,515,586)
advertisement: MACMAHON'S THEATRE. Last Night of "THE MASTER KEY." (Episode 9). Together with "THE VALE OF SORROW." (From Rosalie Bernier). "ANN, THE BLACKSMITH." (Story of a Woman's Revenge). "SAM, THE DOBSMAN." (Comedy). "LOVE AND WATER." (A Fun Mixture). "THE LURE OF THE GREEN TABLE." (A huge Gambling Tragedy). "POPULAR BUDGET." (Last News from Home). Prices—6d. and 3d. by day; 6d. at night. Children always 3d. Continuous from 11 a.m. to 10.30 p.m. xyxy=(942,302,1096,460)
ad-tagline: PURCHASE PESCO UNDERWEAR xyxy=(787,1160,1059,1179)
hotel-ad: THE ALBERT HOTEL (Corner of Willis and Manners Streets). Tariff: 8s. 6d. per day; £2 10s. per week. JAS. M'DONALD, Proprietor. xyxy=(657,664,770,741)
article-paragraph: The Council rose at 5.15 p.m. till 2.30 p.m. to-day. xyxy=(18,839,139,861)
table-row: Amount previously acknowledged 11,720 19 2 xyxy=(407,1264,528,1285)
form-recipient: To the Secretary, Box 85, Wellington. xyxy=(838,849,968,859)
more-men-heading: MORE MEN? xyxy=(286,53,389,69)
article-paragraph: Mr. L. M. Isitt (Christchurch North) gave notice of the Christchurch Electoral Supply Amendment Bill. xyxy=(18,1014,139,1056)
article-paragraph: The Expiring Laws Continuance Bill, the Expeditionary Forces Bill, and certain amendments to the War Pensions Bill were introduced by Governor's Message and read a first time. xyxy=(18,1193,139,1257)
subhead: Provision of Officers. xyxy=(418,72,517,83)
table-row: L. V. K. 1 0 0 xyxy=(407,1285,528,1296)
article-paragraph: The Legislative Council met at 2.30 p.m. xyxy=(18,158,139,179)
subhead: MEETING OF THE COMMITTEE. xyxy=(547,1361,638,1384)
amusements-header: AMUSEMENTS. xyxy=(537,48,648,63)
article-paragraph: "If the war is to last a long time, a steady flow of reinforcements must be kept up, and the rate at which men are enlisted must not fall below the rate at which they are lost." xyxy=(277,732,398,796)
article-paragraph: Mr. Joseph Ward (Awarua) suggested that the schedule dealing with disablement might go back to the Defence Committee, to clear up certain points regarding the rates paid in England and here. xyxy=(18,1358,139,1421)
ad-section-title: PESCO ALL WOOL UNDERWEAR. xyxy=(901,1311,1047,1322)
advertisement: "ALLIES' RACE TO BERLIN." THE New and Fascinating Game of Table Skittles is obtainable at all Stationers. PRICE, 2/- xyxy=(942,545,1096,597)
